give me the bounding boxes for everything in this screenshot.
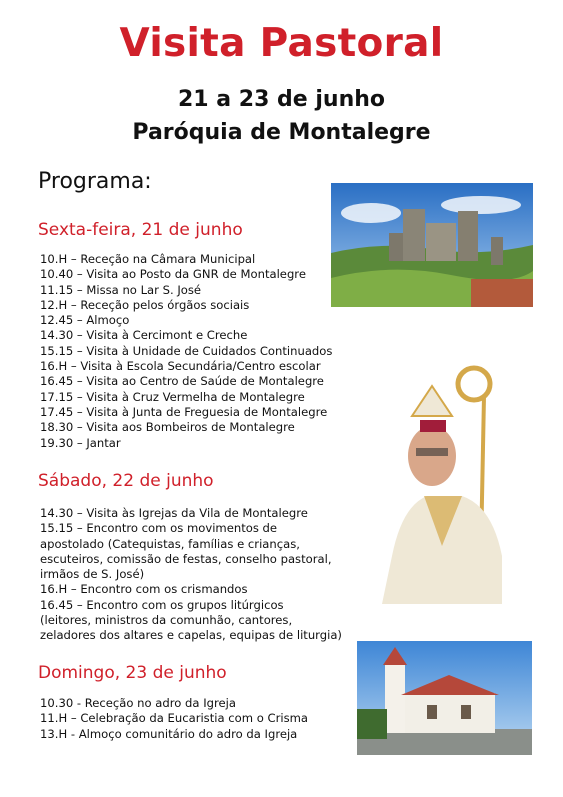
- schedule-item: 15.15 – Visita à Unidade de Cuidados Continuados: [40, 343, 333, 358]
- schedule-item: 16.H – Encontro com os crismandos: [40, 582, 248, 597]
- schedule-item: 16.45 – Encontro com os grupos litúrgicos: [40, 597, 284, 612]
- schedule-item: 11.15 – Missa no Lar S. José: [40, 282, 202, 297]
- schedule-item: zeladores dos altares e capelas, equipas de liturgia): [40, 628, 342, 643]
- dates-subtitle: 21 a 23 de junho: [177, 87, 386, 112]
- schedule-item: 19.30 – Jantar: [40, 435, 121, 450]
- saturday-schedule-list: [40, 506, 342, 644]
- schedule-item: escuteiros, comissão de festas, conselho pastoral,: [40, 551, 332, 566]
- church-photo: [357, 641, 532, 755]
- schedule-item: 10.40 – Visita ao Posto da GNR de Montalegre: [40, 267, 306, 282]
- schedule-item: 15.15 – Encontro com os movimentos de: [40, 521, 278, 536]
- page-title: Visita Pastoral: [119, 21, 444, 66]
- schedule-item: 18.30 – Visita aos Bombeiros de Montalegre: [40, 420, 295, 435]
- schedule-item: 17.45 – Visita à Junta de Freguesia de Montalegre: [40, 404, 328, 419]
- schedule-item: 17.15 – Visita à Cruz Vermelha de Montalegre: [40, 389, 305, 404]
- schedule-item: irmãos de S. José): [40, 567, 145, 582]
- schedule-item: 14.30 – Visita à Cercimont e Creche: [40, 328, 248, 343]
- sunday-schedule-list: [40, 696, 308, 742]
- schedule-item: 12.H – Receção pelos órgãos sociais: [40, 297, 250, 312]
- schedule-item: 14.30 – Visita às Igrejas da Vila de Montalegre: [40, 506, 308, 520]
- schedule-item: 11.H – Celebração da Eucaristia com o Crisma: [40, 711, 309, 726]
- schedule-item: 16.45 – Visita ao Centro de Saúde de Montalegre: [40, 374, 324, 389]
- schedule-item: 10.H – Receção na Câmara Municipal: [40, 252, 256, 266]
- bishop-photo: [352, 356, 552, 604]
- schedule-item: 16.H – Visita à Escola Secundária/Centro escolar: [40, 359, 321, 374]
- schedule-item: 12.45 – Almoço: [40, 313, 130, 328]
- castle-photo: [331, 183, 533, 307]
- parish-subtitle: Paróquia de Montalegre: [132, 120, 431, 145]
- schedule-item: apostolado (Catequistas, famílias e crianças,: [40, 536, 300, 551]
- day-heading-saturday: Sábado, 22 de junho: [38, 471, 214, 491]
- schedule-item: 10.30 - Receção no adro da Igreja: [40, 696, 236, 710]
- friday-schedule-list: [40, 252, 332, 451]
- schedule-item: (leitores, ministros da comunhão, cantores,: [40, 613, 293, 628]
- day-heading-friday: Sexta-feira, 21 de junho: [38, 220, 243, 240]
- day-heading-sunday: Domingo, 23 de junho: [38, 663, 227, 683]
- program-heading: Programa:: [38, 169, 152, 194]
- schedule-item: 13.H - Almoço comunitário do adro da Igreja: [40, 726, 298, 741]
